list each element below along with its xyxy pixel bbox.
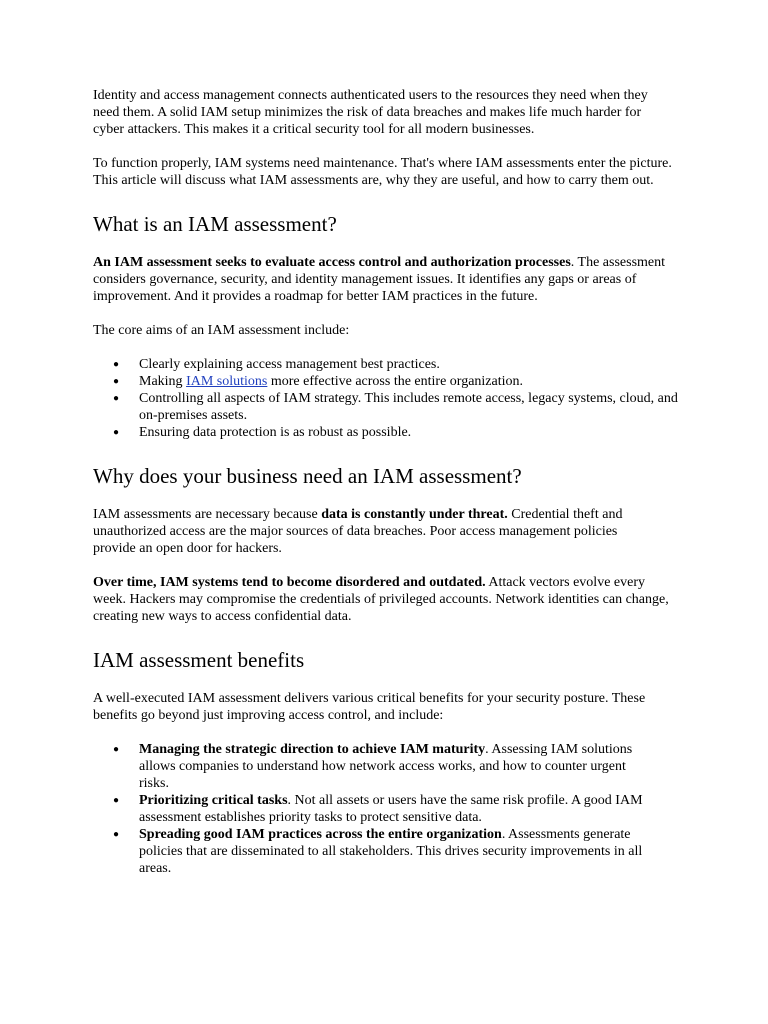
- section2-paragraph-1-pre: IAM assessments are necessary because: [93, 507, 322, 522]
- bullet-icon: ●: [113, 359, 120, 370]
- bullet-icon: ●: [113, 744, 120, 755]
- benefits-list: [93, 741, 653, 877]
- list-item: [93, 390, 693, 424]
- section2-bold-threat: data is constantly under threat.: [321, 507, 508, 522]
- bullet-icon: ●: [113, 427, 120, 438]
- section2-paragraph-1: [93, 506, 663, 557]
- list-item-text-post: more effective across the entire organization.: [267, 374, 524, 389]
- section1-paragraph-1-rest: . The assessment considers governance, security, and identity management issues. It identifies any gaps or areas of improvement. And it provides a roadmap for better IAM practices in the future.: [93, 255, 666, 304]
- bullet-icon: ●: [113, 376, 120, 387]
- intro-paragraph-2: To function properly, IAM systems need maintenance. That's where IAM assessments enter the picture. This article will discuss what IAM assessments are, why they are useful, and how to carry them out.: [93, 156, 672, 188]
- iam-solutions-link[interactable]: IAM solutions: [186, 374, 268, 389]
- list-item: [93, 741, 653, 792]
- list-item: [93, 826, 653, 877]
- list-item: [93, 373, 693, 390]
- section1-paragraph-2: The core aims of an IAM assessment include:: [93, 323, 350, 338]
- bullet-icon: ●: [113, 829, 120, 840]
- section1-paragraph-1: [93, 254, 673, 305]
- benefit-bold-3: Spreading good IAM practices across the entire organization: [139, 827, 502, 842]
- heading-iam-assessment-benefits: IAM assessment benefits: [93, 648, 305, 672]
- list-item-text: Ensuring data protection is as robust as possible.: [139, 425, 412, 440]
- section3-paragraph-1: A well-executed IAM assessment delivers various critical benefits for your security posture. These benefits go beyond just improving access control, and include:: [93, 691, 646, 723]
- section2-paragraph-1-post: Credential theft and unauthorized access are the major sources of data breaches. Poor access management policies provide an open door for hackers.: [93, 507, 623, 556]
- benefit-bold-2: Prioritizing critical tasks: [139, 793, 288, 808]
- intro-paragraph-1: Identity and access management connects authenticated users to the resources they need when they need them. A solid IAM setup minimizes the risk of data breaches and makes life much harder for cyber attackers. This makes it a critical security tool for all modern businesses.: [93, 88, 648, 137]
- document-page: [93, 87, 683, 877]
- benefit-text-3: . Assessments generate policies that are disseminated to all stakeholders. This drives security improvements in all areas.: [139, 827, 643, 876]
- benefit-text-2: . Not all assets or users have the same risk profile. A good IAM assessment establishes priority tasks to protect sensitive data.: [139, 793, 643, 825]
- bullet-icon: ●: [113, 393, 120, 404]
- list-item: [93, 792, 653, 826]
- section2-paragraph-2-post: Attack vectors evolve every week. Hackers may compromise the credentials of privileged accounts. Network identities can change, creating new ways to access confidential data.: [93, 575, 669, 624]
- section2-paragraph-2: [93, 574, 678, 625]
- section2-bold-disordered: Over time, IAM systems tend to become disordered and outdated.: [93, 575, 486, 590]
- list-item-text: Controlling all aspects of IAM strategy. This includes remote access, legacy systems, cloud, and on-premises assets.: [139, 391, 678, 423]
- section1-bold-lead: An IAM assessment seeks to evaluate access control and authorization processes: [93, 255, 571, 270]
- heading-why-need-iam-assessment: Why does your business need an IAM assessment?: [93, 464, 522, 488]
- benefit-bold-1: Managing the strategic direction to achieve IAM maturity: [139, 742, 486, 757]
- bullet-icon: ●: [113, 795, 120, 806]
- heading-what-is-iam-assessment: What is an IAM assessment?: [93, 212, 337, 236]
- list-item: [93, 356, 693, 373]
- list-item-text-pre: Making: [139, 374, 187, 389]
- list-item-text: Clearly explaining access management best practices.: [139, 357, 440, 372]
- benefit-text-1: . Assessing IAM solutions allows companies to understand how network access works, and how to counter urgent risks.: [139, 742, 633, 791]
- core-aims-list: [93, 356, 693, 441]
- list-item: [93, 424, 693, 441]
